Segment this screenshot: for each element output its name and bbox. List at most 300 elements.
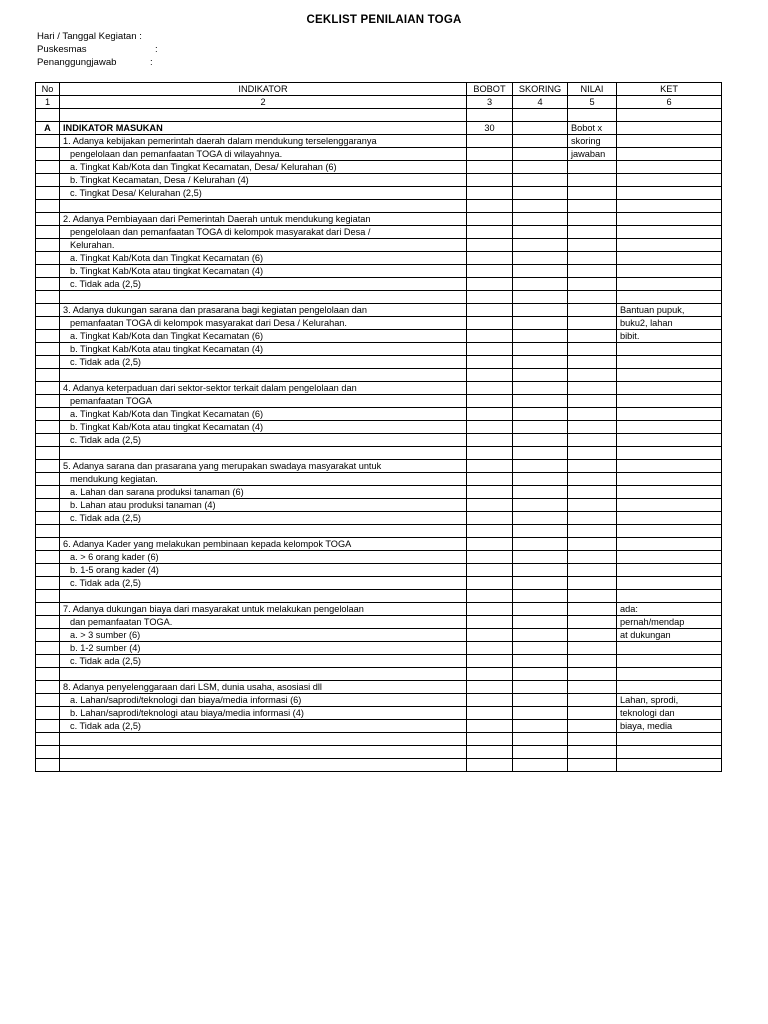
meta-penanggungjawab-colon: :: [150, 57, 153, 68]
cell-nilai: [568, 213, 617, 226]
cell-skoring: [513, 564, 568, 577]
cell-no: [36, 577, 60, 590]
cell-no: [36, 187, 60, 200]
cell-skoring: [513, 512, 568, 525]
cell-indikator: c. Tidak ada (2,5): [60, 278, 467, 291]
cell-ket: pernah/mendap: [617, 616, 722, 629]
cell-ket: [617, 369, 722, 382]
cell-indikator: [60, 525, 467, 538]
table-row: [36, 408, 722, 421]
cell-indikator: [60, 109, 467, 122]
cell-no: [36, 148, 60, 161]
cell-skoring: [513, 265, 568, 278]
cell-ket: [617, 434, 722, 447]
cell-skoring: [513, 356, 568, 369]
cell-skoring: [513, 551, 568, 564]
cell-bobot: [467, 590, 513, 603]
cell-skoring: [513, 577, 568, 590]
meta-penanggungjawab-label: Penanggungjawab: [37, 57, 117, 68]
table-row: [36, 317, 722, 330]
cell-bobot: [467, 161, 513, 174]
cell-indikator: c. Tingkat Desa/ Kelurahan (2,5): [60, 187, 467, 200]
table-row: [36, 304, 722, 317]
table-row: [36, 382, 722, 395]
cell-indikator: INDIKATOR MASUKAN: [60, 122, 467, 135]
cell-ket: [617, 551, 722, 564]
cell-skoring: [513, 434, 568, 447]
cell-indikator: pemanfaatan TOGA di kelompok masyarakat dari Desa / Kelurahan.: [60, 317, 467, 330]
cell-nilai: [568, 239, 617, 252]
col-number: 6: [617, 96, 722, 109]
cell-bobot: [467, 746, 513, 759]
cell-skoring: [513, 369, 568, 382]
cell-ket: [617, 200, 722, 213]
cell-no: [36, 382, 60, 395]
cell-no: A: [36, 122, 60, 135]
cell-indikator: b. Tingkat Kab/Kota atau tingkat Kecamatan (4): [60, 265, 467, 278]
table-row: [36, 330, 722, 343]
cell-bobot: [467, 330, 513, 343]
cell-ket: [617, 642, 722, 655]
cell-indikator: [60, 369, 467, 382]
cell-indikator: [60, 759, 467, 772]
cell-nilai: [568, 746, 617, 759]
cell-indikator: pengelolaan dan pemanfaatan TOGA di wilayahnya.: [60, 148, 467, 161]
cell-no: [36, 356, 60, 369]
cell-bobot: [467, 499, 513, 512]
cell-skoring: [513, 304, 568, 317]
table-row: [36, 265, 722, 278]
cell-indikator: a. Tingkat Kab/Kota dan Tingkat Kecamatan, Desa/ Kelurahan (6): [60, 161, 467, 174]
cell-ket: [617, 265, 722, 278]
cell-indikator: b. 1-5 orang kader (4): [60, 564, 467, 577]
table-row: [36, 681, 722, 694]
cell-nilai: [568, 590, 617, 603]
cell-skoring: [513, 317, 568, 330]
table-row: [36, 200, 722, 213]
cell-nilai: [568, 733, 617, 746]
cell-no: [36, 135, 60, 148]
table-row: [36, 473, 722, 486]
table-row: [36, 486, 722, 499]
table-row: [36, 356, 722, 369]
meta-puskesmas-label: Puskesmas: [37, 44, 87, 55]
cell-no: [36, 434, 60, 447]
cell-no: [36, 525, 60, 538]
cell-nilai: [568, 629, 617, 642]
cell-ket: buku2, lahan: [617, 317, 722, 330]
cell-indikator: 6. Adanya Kader yang melakukan pembinaan kepada kelompok TOGA: [60, 538, 467, 551]
cell-skoring: [513, 460, 568, 473]
cell-skoring: [513, 642, 568, 655]
table-row: [36, 512, 722, 525]
cell-indikator: c. Tidak ada (2,5): [60, 434, 467, 447]
cell-indikator: a. Tingkat Kab/Kota dan Tingkat Kecamatan (6): [60, 408, 467, 421]
cell-skoring: [513, 746, 568, 759]
cell-bobot: [467, 655, 513, 668]
cell-bobot: [467, 148, 513, 161]
cell-skoring: [513, 668, 568, 681]
cell-nilai: [568, 603, 617, 616]
cell-nilai: [568, 551, 617, 564]
cell-bobot: [467, 512, 513, 525]
cell-skoring: [513, 590, 568, 603]
cell-nilai: Bobot x: [568, 122, 617, 135]
cell-nilai: [568, 460, 617, 473]
cell-nilai: [568, 564, 617, 577]
cell-indikator: c. Tidak ada (2,5): [60, 720, 467, 733]
cell-skoring: [513, 252, 568, 265]
cell-no: [36, 213, 60, 226]
cell-bobot: [467, 551, 513, 564]
cell-no: [36, 486, 60, 499]
cell-no: [36, 291, 60, 304]
cell-nilai: [568, 161, 617, 174]
header-nilai: NILAI: [568, 83, 617, 96]
cell-no: [36, 200, 60, 213]
table-row: [36, 369, 722, 382]
cell-skoring: [513, 395, 568, 408]
cell-indikator: [60, 733, 467, 746]
cell-indikator: 7. Adanya dukungan biaya dari masyarakat untuk melakukan pengelolaan: [60, 603, 467, 616]
cell-nilai: [568, 265, 617, 278]
cell-ket: [617, 382, 722, 395]
cell-nilai: skoring: [568, 135, 617, 148]
table-row: [36, 733, 722, 746]
cell-ket: [617, 759, 722, 772]
cell-bobot: [467, 174, 513, 187]
cell-ket: [617, 148, 722, 161]
cell-nilai: jawaban: [568, 148, 617, 161]
cell-nilai: [568, 109, 617, 122]
cell-indikator: [60, 291, 467, 304]
cell-nilai: [568, 681, 617, 694]
cell-indikator: c. Tidak ada (2,5): [60, 356, 467, 369]
col-number: 1: [36, 96, 60, 109]
cell-ket: [617, 239, 722, 252]
cell-nilai: [568, 317, 617, 330]
cell-indikator: [60, 447, 467, 460]
cell-no: [36, 707, 60, 720]
cell-bobot: [467, 603, 513, 616]
table-row: [36, 655, 722, 668]
cell-ket: [617, 733, 722, 746]
cell-ket: [617, 447, 722, 460]
cell-bobot: 30: [467, 122, 513, 135]
cell-bobot: [467, 447, 513, 460]
cell-no: [36, 551, 60, 564]
table-row: [36, 694, 722, 707]
cell-nilai: [568, 343, 617, 356]
cell-bobot: [467, 538, 513, 551]
cell-skoring: [513, 161, 568, 174]
cell-ket: [617, 681, 722, 694]
cell-indikator: 1. Adanya kebijakan pemerintah daerah dalam mendukung terselenggaranya: [60, 135, 467, 148]
cell-bobot: [467, 109, 513, 122]
cell-indikator: b. Lahan/saprodi/teknologi atau biaya/media informasi (4): [60, 707, 467, 720]
cell-indikator: c. Tidak ada (2,5): [60, 512, 467, 525]
cell-ket: [617, 564, 722, 577]
cell-nilai: [568, 369, 617, 382]
cell-ket: [617, 343, 722, 356]
cell-ket: [617, 122, 722, 135]
cell-bobot: [467, 681, 513, 694]
table-row: [36, 668, 722, 681]
cell-skoring: [513, 135, 568, 148]
cell-ket: Bantuan pupuk,: [617, 304, 722, 317]
header-ket: KET: [617, 83, 722, 96]
cell-nilai: [568, 304, 617, 317]
cell-indikator: 5. Adanya sarana dan prasarana yang merupakan swadaya masyarakat untuk: [60, 460, 467, 473]
table-row: [36, 187, 722, 200]
cell-bobot: [467, 707, 513, 720]
cell-indikator: b. Tingkat Kab/Kota atau tingkat Kecamatan (4): [60, 343, 467, 356]
cell-indikator: 4. Adanya keterpaduan dari sektor-sektor terkait dalam pengelolaan dan: [60, 382, 467, 395]
cell-bobot: [467, 460, 513, 473]
cell-no: [36, 239, 60, 252]
cell-no: [36, 226, 60, 239]
table-row: [36, 239, 722, 252]
table-row: [36, 447, 722, 460]
cell-ket: [617, 486, 722, 499]
cell-ket: biaya, media: [617, 720, 722, 733]
cell-nilai: [568, 278, 617, 291]
column-number-row: [36, 96, 722, 109]
cell-ket: [617, 525, 722, 538]
cell-skoring: [513, 707, 568, 720]
table-row: [36, 291, 722, 304]
cell-indikator: a. > 3 sumber (6): [60, 629, 467, 642]
col-number: 5: [568, 96, 617, 109]
cell-indikator: [60, 590, 467, 603]
cell-skoring: [513, 213, 568, 226]
cell-no: [36, 278, 60, 291]
cell-no: [36, 369, 60, 382]
cell-bobot: [467, 473, 513, 486]
cell-nilai: [568, 759, 617, 772]
table-row: [36, 642, 722, 655]
cell-indikator: b. 1-2 sumber (4): [60, 642, 467, 655]
cell-nilai: [568, 694, 617, 707]
cell-nilai: [568, 291, 617, 304]
table-row: [36, 616, 722, 629]
cell-no: [36, 174, 60, 187]
table-row: [36, 577, 722, 590]
table-row: [36, 213, 722, 226]
cell-bobot: [467, 291, 513, 304]
cell-ket: [617, 161, 722, 174]
cell-skoring: [513, 408, 568, 421]
cell-skoring: [513, 473, 568, 486]
table-row: [36, 499, 722, 512]
cell-no: [36, 317, 60, 330]
cell-skoring: [513, 200, 568, 213]
cell-indikator: 8. Adanya penyelenggaraan dari LSM, dunia usaha, asosiasi dll: [60, 681, 467, 694]
header-skoring: SKORING: [513, 83, 568, 96]
header-no: No: [36, 83, 60, 96]
meta-puskesmas-colon: :: [155, 44, 158, 55]
cell-no: [36, 109, 60, 122]
cell-no: [36, 642, 60, 655]
cell-nilai: [568, 174, 617, 187]
cell-indikator: Kelurahan.: [60, 239, 467, 252]
cell-no: [36, 564, 60, 577]
cell-skoring: [513, 538, 568, 551]
cell-nilai: [568, 408, 617, 421]
table-row: [36, 603, 722, 616]
table-row: [36, 421, 722, 434]
cell-bobot: [467, 694, 513, 707]
cell-ket: [617, 213, 722, 226]
cell-bobot: [467, 382, 513, 395]
cell-ket: [617, 577, 722, 590]
cell-ket: [617, 187, 722, 200]
cell-ket: Lahan, sprodi,: [617, 694, 722, 707]
cell-bobot: [467, 525, 513, 538]
cell-ket: [617, 252, 722, 265]
cell-bobot: [467, 226, 513, 239]
cell-ket: [617, 421, 722, 434]
cell-skoring: [513, 226, 568, 239]
cell-no: [36, 668, 60, 681]
cell-nilai: [568, 356, 617, 369]
cell-no: [36, 694, 60, 707]
cell-ket: at dukungan: [617, 629, 722, 642]
cell-skoring: [513, 174, 568, 187]
cell-ket: [617, 746, 722, 759]
cell-bobot: [467, 759, 513, 772]
cell-no: [36, 590, 60, 603]
cell-bobot: [467, 408, 513, 421]
cell-no: [36, 655, 60, 668]
cell-skoring: [513, 525, 568, 538]
cell-indikator: mendukung kegiatan.: [60, 473, 467, 486]
cell-nilai: [568, 434, 617, 447]
cell-indikator: c. Tidak ada (2,5): [60, 655, 467, 668]
cell-nilai: [568, 707, 617, 720]
table-row: [36, 564, 722, 577]
cell-ket: [617, 655, 722, 668]
cell-skoring: [513, 486, 568, 499]
cell-no: [36, 538, 60, 551]
cell-bobot: [467, 213, 513, 226]
cell-bobot: [467, 421, 513, 434]
cell-ket: [617, 395, 722, 408]
cell-bobot: [467, 252, 513, 265]
cell-ket: bibit.: [617, 330, 722, 343]
cell-skoring: [513, 499, 568, 512]
cell-nilai: [568, 512, 617, 525]
table-row: [36, 538, 722, 551]
cell-skoring: [513, 187, 568, 200]
col-number: 4: [513, 96, 568, 109]
cell-skoring: [513, 122, 568, 135]
table-row: [36, 122, 722, 135]
table-row: [36, 395, 722, 408]
cell-bobot: [467, 668, 513, 681]
cell-bobot: [467, 369, 513, 382]
col-number: 3: [467, 96, 513, 109]
cell-indikator: b. Tingkat Kecamatan, Desa / Kelurahan (4): [60, 174, 467, 187]
cell-no: [36, 343, 60, 356]
meta-penanggungjawab: [37, 57, 153, 68]
cell-no: [36, 252, 60, 265]
cell-indikator: [60, 668, 467, 681]
cell-indikator: pemanfaatan TOGA: [60, 395, 467, 408]
cell-bobot: [467, 239, 513, 252]
cell-ket: [617, 460, 722, 473]
cell-indikator: b. Lahan atau produksi tanaman (4): [60, 499, 467, 512]
cell-indikator: a. Tingkat Kab/Kota dan Tingkat Kecamatan (6): [60, 252, 467, 265]
cell-indikator: [60, 746, 467, 759]
cell-no: [36, 746, 60, 759]
cell-no: [36, 161, 60, 174]
cell-no: [36, 473, 60, 486]
cell-ket: [617, 473, 722, 486]
cell-bobot: [467, 304, 513, 317]
cell-nilai: [568, 395, 617, 408]
cell-skoring: [513, 759, 568, 772]
cell-bobot: [467, 486, 513, 499]
table-row: [36, 226, 722, 239]
cell-no: [36, 330, 60, 343]
table-row: [36, 720, 722, 733]
cell-no: [36, 421, 60, 434]
cell-indikator: dan pemanfaatan TOGA.: [60, 616, 467, 629]
cell-skoring: [513, 109, 568, 122]
cell-nilai: [568, 382, 617, 395]
cell-bobot: [467, 395, 513, 408]
cell-skoring: [513, 655, 568, 668]
cell-skoring: [513, 629, 568, 642]
cell-ket: [617, 291, 722, 304]
cell-nilai: [568, 616, 617, 629]
cell-no: [36, 681, 60, 694]
cell-no: [36, 720, 60, 733]
cell-nilai: [568, 421, 617, 434]
cell-skoring: [513, 681, 568, 694]
cell-nilai: [568, 499, 617, 512]
cell-nilai: [568, 720, 617, 733]
cell-ket: [617, 538, 722, 551]
cell-no: [36, 408, 60, 421]
cell-ket: [617, 135, 722, 148]
cell-nilai: [568, 200, 617, 213]
cell-indikator: 2. Adanya Pembiayaan dari Pemerintah Daerah untuk mendukung kegiatan: [60, 213, 467, 226]
cell-bobot: [467, 642, 513, 655]
cell-skoring: [513, 720, 568, 733]
cell-skoring: [513, 330, 568, 343]
cell-no: [36, 616, 60, 629]
cell-ket: [617, 499, 722, 512]
cell-indikator: b. Tingkat Kab/Kota atau tingkat Kecamatan (4): [60, 421, 467, 434]
cell-nilai: [568, 577, 617, 590]
cell-skoring: [513, 148, 568, 161]
cell-no: [36, 629, 60, 642]
cell-skoring: [513, 447, 568, 460]
cell-bobot: [467, 629, 513, 642]
cell-skoring: [513, 421, 568, 434]
cell-skoring: [513, 382, 568, 395]
cell-skoring: [513, 343, 568, 356]
cell-no: [36, 499, 60, 512]
cell-no: [36, 447, 60, 460]
table-row: [36, 629, 722, 642]
cell-indikator: a. Lahan/saprodi/teknologi dan biaya/media informasi (6): [60, 694, 467, 707]
cell-indikator: pengelolaan dan pemanfaatan TOGA di kelompok masyarakat dari Desa /: [60, 226, 467, 239]
cell-no: [36, 460, 60, 473]
cell-bobot: [467, 265, 513, 278]
